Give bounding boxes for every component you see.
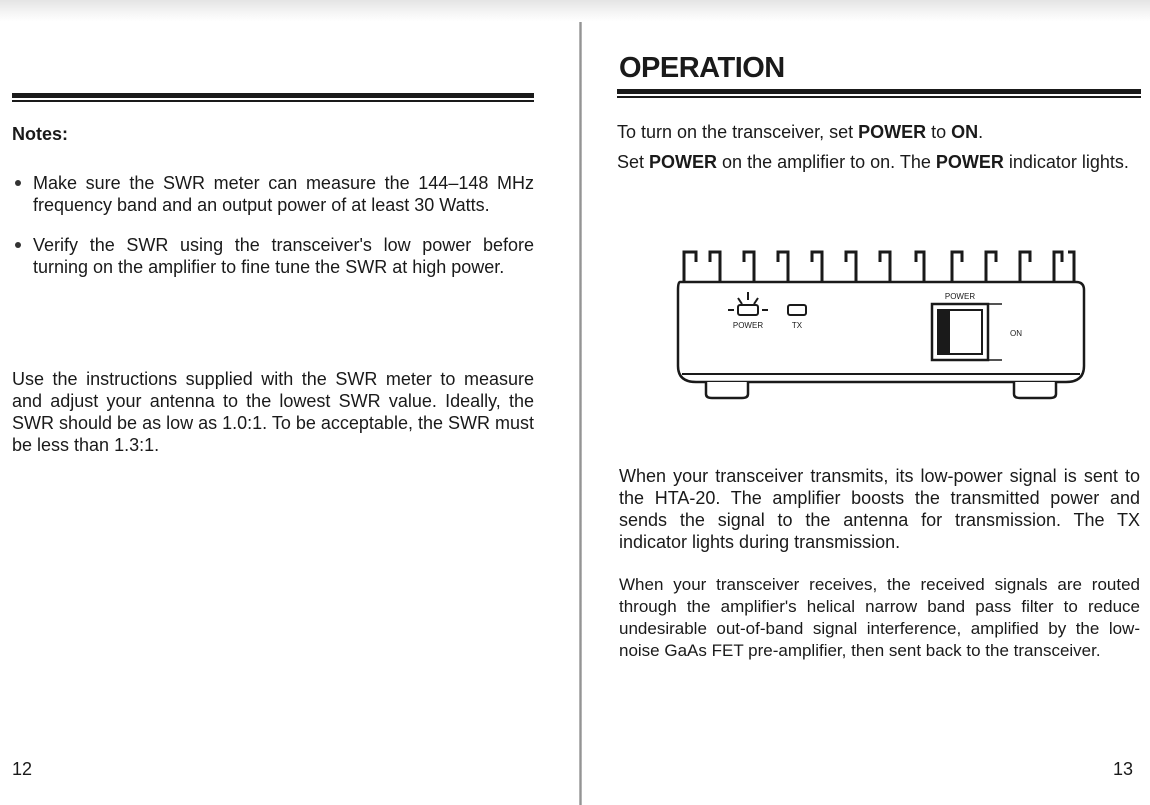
- power-on-instruction: To turn on the transceiver, set POWER to ON.: [617, 122, 984, 142]
- transmit-description: When your transceiver transmits, its low-power signal is sent to the HTA-20. The amplifier boosts the transmitted power and sends the signal to the antenna for transmission. The TX indicator lights during transmission.: [619, 466, 1140, 552]
- right-foot: [1014, 382, 1056, 398]
- notes-item-text: Verify the SWR using the transceiver's low power before turning on the amplifier to fine tune the SWR at high power.: [33, 235, 534, 277]
- tx-indicator-icon: [788, 305, 806, 315]
- right-page: [582, 0, 1150, 805]
- page-number: 13: [1112, 759, 1133, 779]
- page-number: 12: [12, 759, 33, 779]
- bullet-icon: [15, 180, 21, 186]
- power-switch-on-label: ON: [1010, 329, 1022, 338]
- left-top-rule: [12, 93, 534, 98]
- notes-title: Notes:: [12, 124, 69, 144]
- left-foot: [706, 382, 748, 398]
- notes-list: [12, 172, 534, 296]
- receive-description: When your transceiver receives, the received signals are routed through the amplifier's helical narrow band pass filter to reduce undesirable out-of-band signal interference, amplified by the low-noise GaAs FET pre-amplifier, then sent back to the transceiver.: [619, 575, 1140, 660]
- power-switch-label: POWER: [944, 292, 976, 301]
- swr-instructions: Use the instructions supplied with the SWR meter to measure and adjust your antenna to the lowest SWR value. Ideally, the SWR should be as low as 1.0:1. To be acceptable, the SWR must be less than 1.3:1.: [12, 369, 534, 455]
- notes-item-text: Make sure the SWR meter can measure the 144–148 MHz frequency band and an output power of at least 30 Watts.: [33, 173, 534, 215]
- right-top-rule-thin: [617, 96, 1141, 98]
- right-top-rule: [617, 89, 1141, 94]
- left-top-rule-thin: [12, 100, 534, 102]
- chassis-outline: [678, 282, 1084, 382]
- tx-indicator-label: TX: [791, 321, 803, 330]
- notes-item: [12, 172, 534, 216]
- power-indicator-label: POWER: [732, 321, 764, 330]
- section-heading: OPERATION: [619, 52, 785, 84]
- notes-item: [12, 234, 534, 278]
- bullet-icon: [15, 242, 21, 248]
- amplifier-front-panel-illustration: [676, 242, 1086, 404]
- heatsink-fins-icon: [684, 252, 1074, 282]
- amplifier-power-instruction: Set POWER on the amplifier to on. The POWER indicator lights.: [617, 152, 1129, 172]
